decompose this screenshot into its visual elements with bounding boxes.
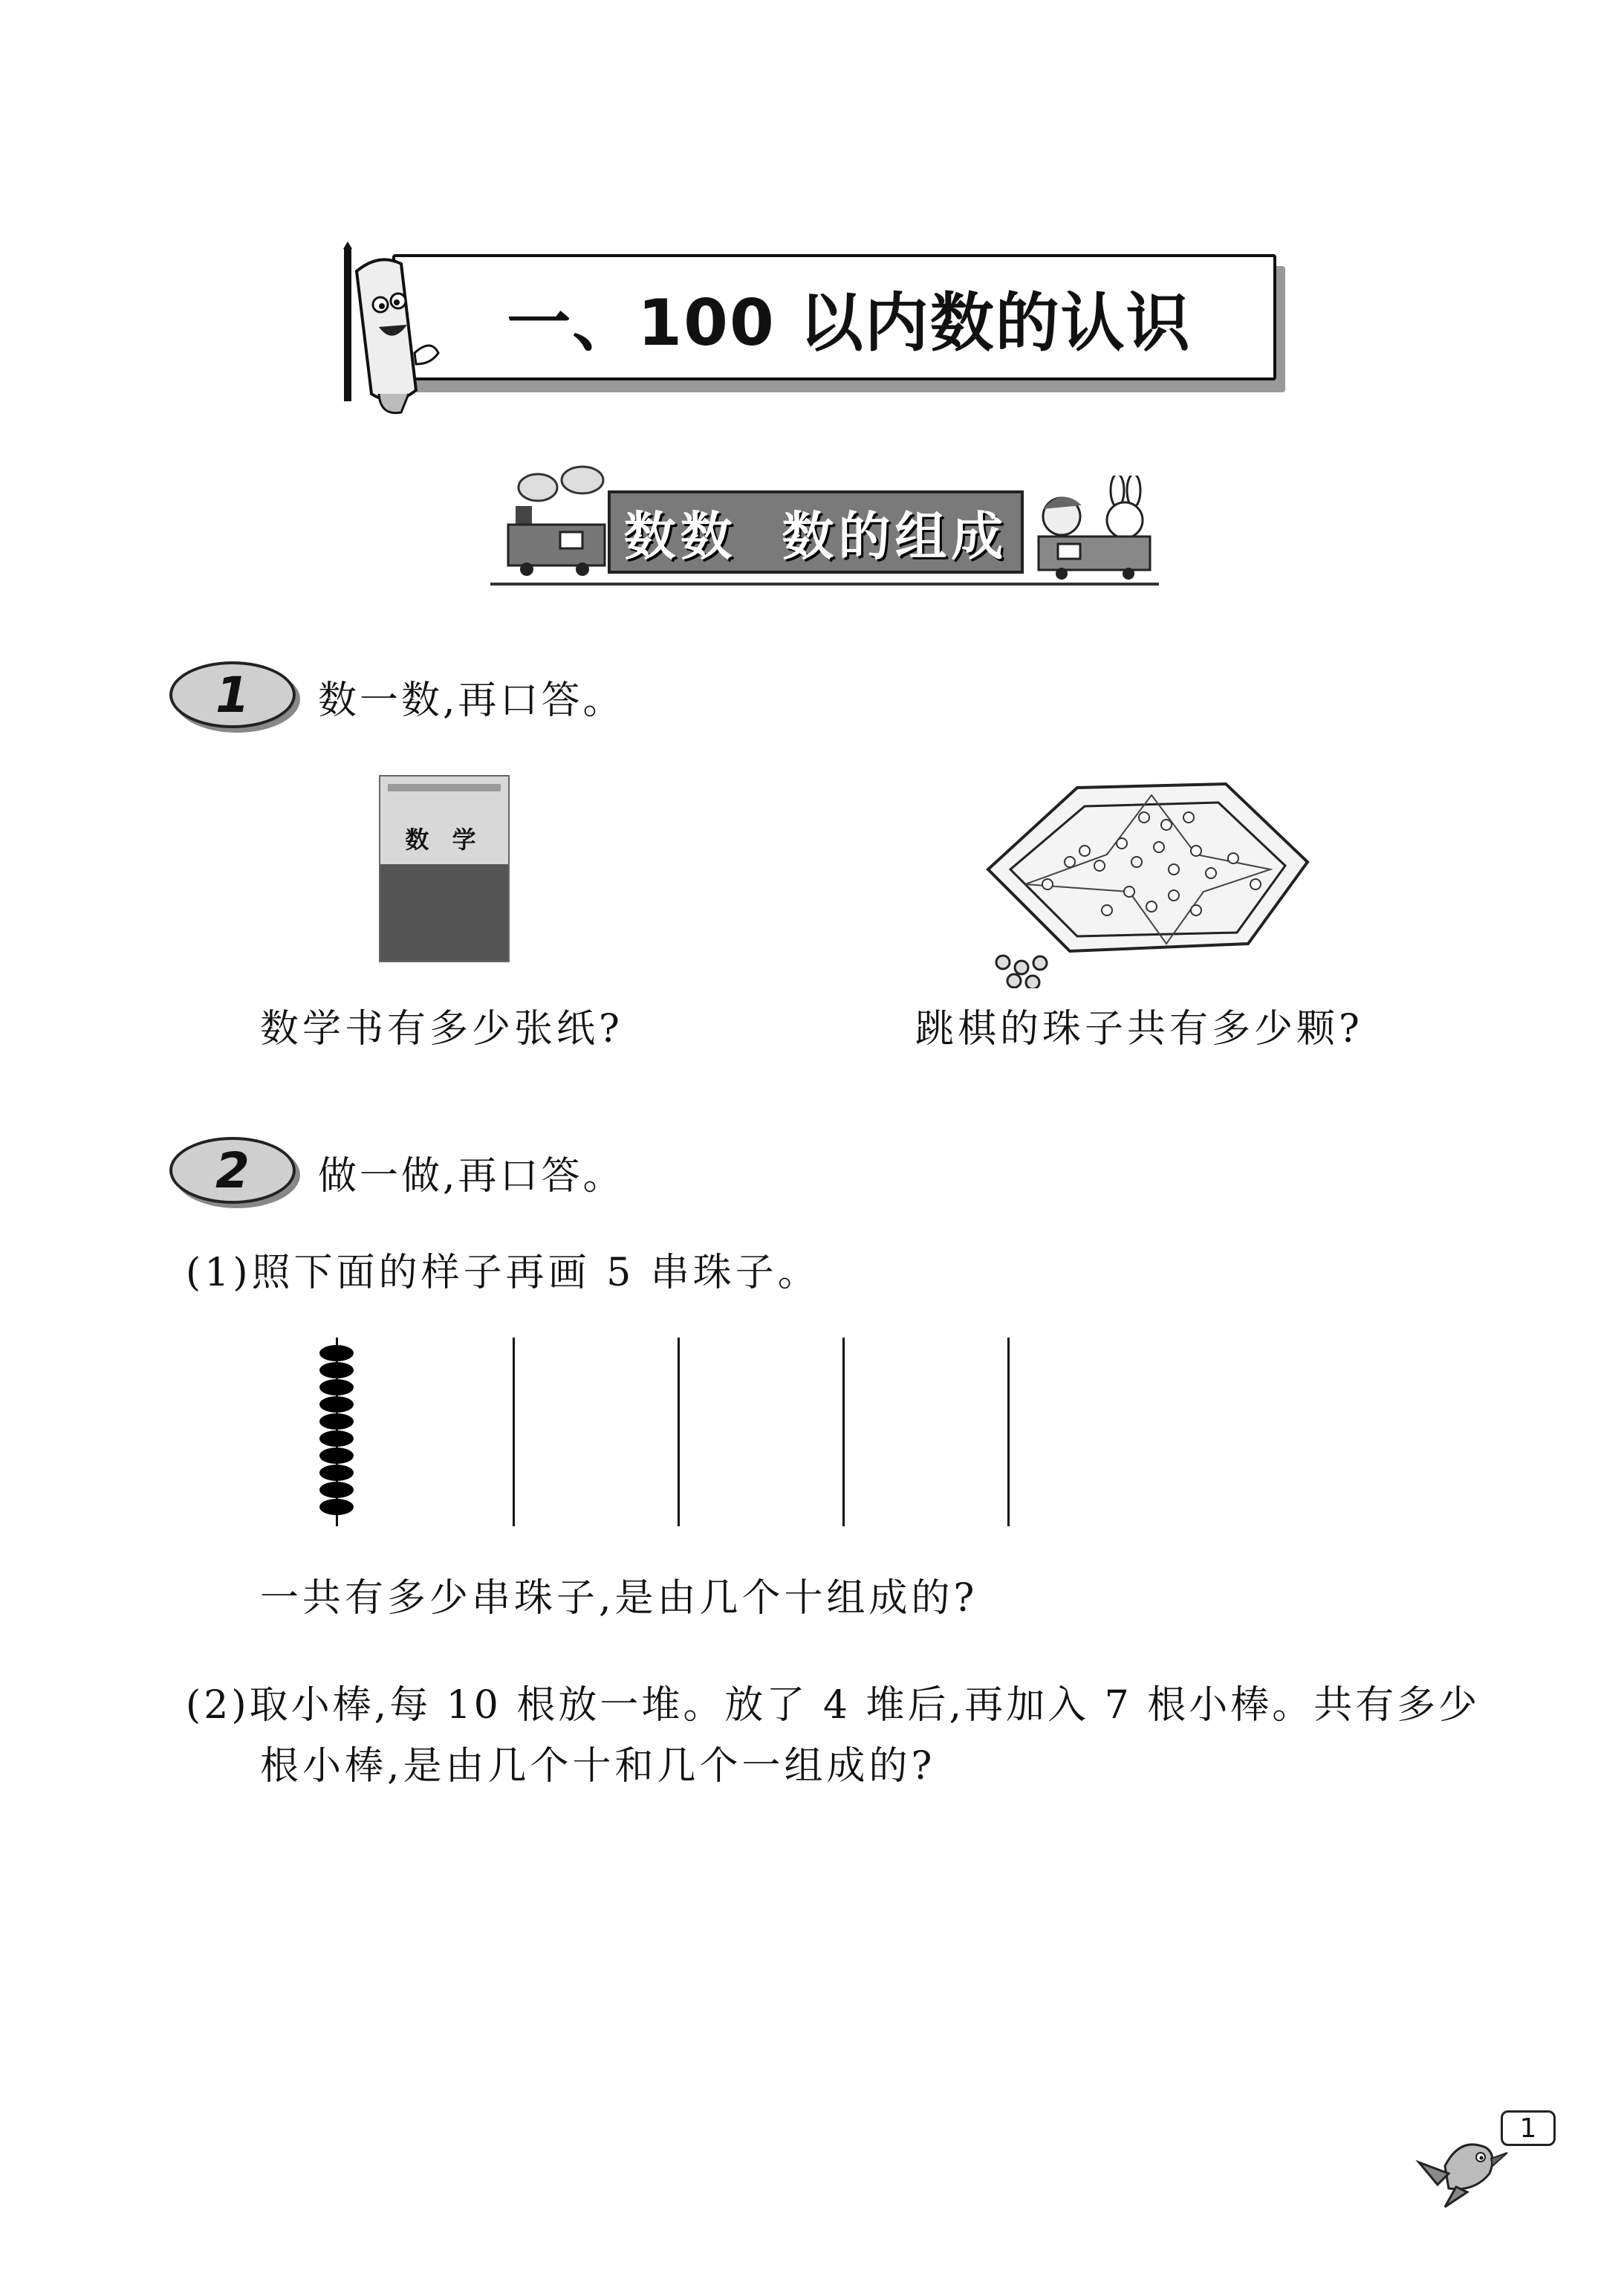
train-engine-icon <box>493 465 612 577</box>
empty-rod <box>1007 1338 1010 1526</box>
chinese-checkers-board-image <box>981 773 1322 988</box>
bead <box>319 1413 354 1430</box>
question-number-badge <box>169 1137 296 1204</box>
bead <box>319 1362 354 1378</box>
section-divider <box>490 583 1159 586</box>
section-header <box>608 490 1024 574</box>
bead <box>319 1448 354 1464</box>
empty-rod <box>842 1338 845 1526</box>
part1-question: 一共有多少串珠子,是由几个十组成的? <box>260 1576 978 1621</box>
section-title: 数数 数的组成 <box>623 505 1008 567</box>
bead <box>319 1396 354 1413</box>
bird-icon <box>1415 2121 1512 2211</box>
question-number: 2 <box>215 1141 250 1199</box>
chapter-title: 一、100 以内数的认识 <box>507 286 1192 360</box>
question-prompt: 做一做,再口答。 <box>318 1154 625 1199</box>
book-cover-title: 数 学 <box>405 826 484 854</box>
part2-question-line1: (2)取小棒,每 10 根放一堆。放了 4 堆后,再加入 7 根小棒。共有多少 <box>186 1683 1481 1728</box>
question-prompt: 数一数,再口答。 <box>318 678 625 723</box>
part2-question-line2: 根小棒,是由几个十和几个一组成的? <box>260 1744 936 1789</box>
question-number: 1 <box>215 666 250 724</box>
part1-instruction: (1)照下面的样子再画 5 串珠子。 <box>186 1251 820 1295</box>
page-number: 1 <box>1501 2110 1556 2146</box>
bead <box>319 1430 354 1447</box>
empty-rod <box>513 1338 515 1526</box>
bead <box>319 1482 354 1498</box>
book-question: 数学书有多少张纸? <box>260 1007 623 1051</box>
math-book-image <box>379 775 510 962</box>
bead <box>319 1345 354 1361</box>
empty-rod <box>678 1338 680 1526</box>
pencil-mascot-icon <box>327 242 446 420</box>
bead <box>319 1465 354 1481</box>
checkers-question: 跳棋的珠子共有多少颗? <box>915 1007 1363 1051</box>
question-number-badge <box>169 661 296 728</box>
bead <box>319 1379 354 1396</box>
kids-train-car-icon <box>1028 476 1162 580</box>
bead <box>319 1499 354 1515</box>
